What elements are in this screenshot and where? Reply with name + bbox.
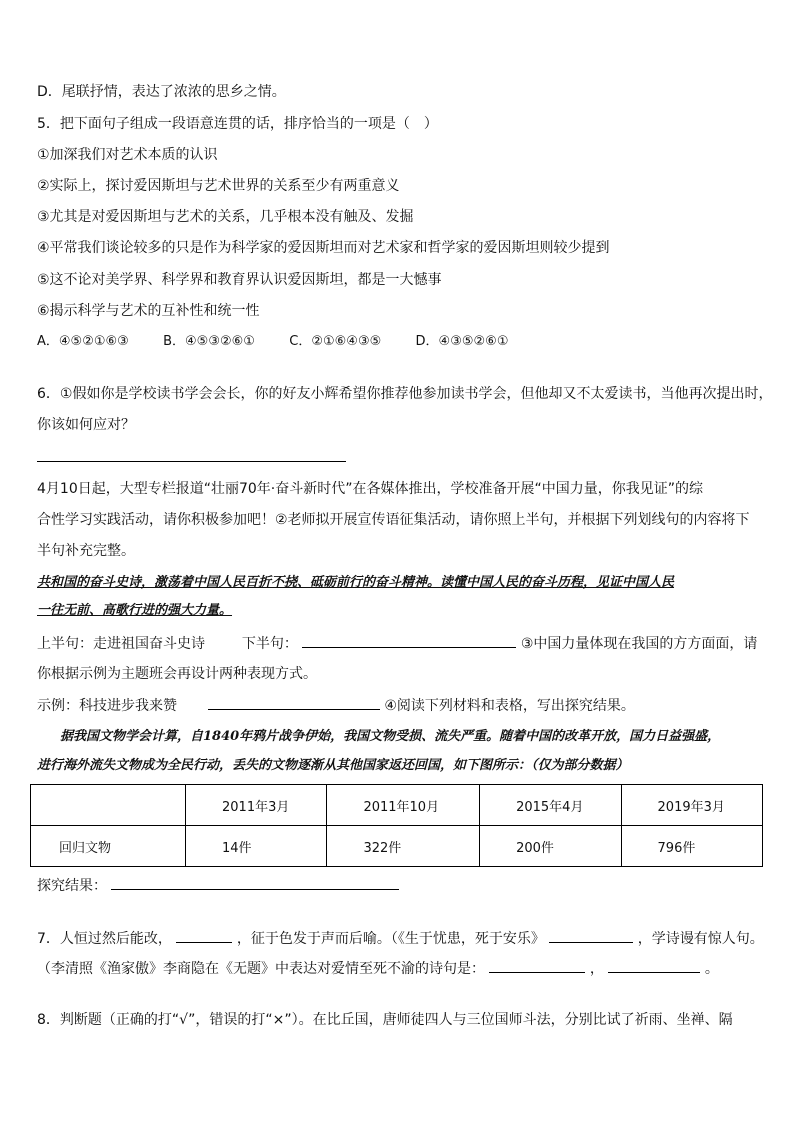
q6-slogan-line (37, 633, 757, 654)
q8-line1: 8．判断题（正确的打“√”，错误的打“×”）。在比丘国，唐师徒四人与三位国师斗法，分别比试了祈雨、坐禅、隔 (37, 1012, 733, 1028)
result-line (37, 875, 399, 896)
q5-option-b: B．④⑤③②⑥① (163, 334, 255, 349)
q7-line2 (37, 958, 719, 979)
result-label: 探究结果： (37, 878, 107, 894)
q5-sentence-6: ⑥揭示科学与艺术的互补性和统一性 (37, 303, 260, 319)
q6-intro-line2: 合性学习实践活动，请你积极参加吧！②老师拟开展宣传语征集活动，请你照上半句，并根据下列划线句的内容将下 (37, 512, 750, 528)
q5-options (37, 332, 508, 352)
q5-sentence-2: ②实际上，探讨爱因斯坦与艺术世界的关系至少有两重意义 (37, 178, 400, 194)
q5-sentence-3: ③尤其是对爱因斯坦与艺术的关系，几乎根本没有触及、发掘 (37, 209, 414, 225)
lower-half-label: 下半句： (241, 636, 298, 652)
q4-option-d: D．尾联抒情，表达了浓浓的思乡之情。 (37, 84, 286, 100)
table-row-label: 回归文物 (31, 826, 186, 867)
table-row (31, 826, 763, 867)
q6-part3-a: ③中国力量体现在我国的方方面面，请 (520, 636, 758, 652)
q5-sentence-5: ⑤这不论对美学界、科学界和教育界认识爱因斯坦，都是一大憾事 (37, 272, 442, 288)
example-text: 示例：科技进步我来赞 (37, 698, 177, 714)
table-cell: 796件 (621, 826, 762, 867)
q7-e: ， (589, 961, 604, 977)
q5-sentence-1: ①加深我们对艺术本质的认识 (37, 147, 218, 163)
table-header-cell: 2015年4月 (480, 785, 621, 826)
q6-intro-line3: 半句补充完整。 (37, 543, 135, 559)
table-cell: 14件 (186, 826, 327, 867)
q7-blank-3[interactable] (489, 958, 585, 973)
material-line1: 据我国文物学会计算，自1840年鸦片战争伊始，我国文物受损、流失严重。随着中国的改革开放，国力日益强盛， (60, 729, 721, 744)
q6-intro-line1: 4月10日起，大型专栏报道“壮丽70年·奋斗新时代”在各媒体推出，学校准备开展“中国力量，你我见证”的综 (37, 481, 703, 497)
q5-stem: 5．把下面句子组成一段语意连贯的话，排序恰当的一项是（ ） (37, 116, 438, 132)
table-cell: 200件 (480, 826, 621, 867)
q7-line1 (37, 928, 764, 949)
q7-b: ，征于色发于声而后喻。（《生于忧患，死于安乐》 (236, 931, 545, 947)
q6-answer-line[interactable] (37, 461, 346, 462)
q6-example-line (37, 695, 635, 716)
table-header-cell: 2019年3月 (621, 785, 762, 826)
q6-part4: ④阅读下列材料和表格，写出探究结果。 (384, 698, 635, 714)
q7-c: ，学诗谩有惊人句。 (637, 931, 764, 947)
q7-f: 。 (704, 961, 719, 977)
q6-part1-line2: 你该如何应对？ (37, 417, 135, 433)
q7-blank-1[interactable] (176, 928, 232, 943)
q6-part1-line1: 6．①假如你是学校读书学会会长，你的好友小辉希望你推荐他参加读书学会，但他却又不太爱读书，当他再次提出时， (37, 386, 773, 402)
table-header-cell (31, 785, 186, 826)
q7-blank-4[interactable] (608, 958, 700, 973)
table-header-cell: 2011年10月 (327, 785, 480, 826)
q7-blank-2[interactable] (549, 928, 633, 943)
q5-option-c: C．②①⑥④③⑤ (289, 334, 382, 349)
q7-d: （李清照《渔家傲》李商隐在《无题》中表达对爱情至死不渝的诗句是： (37, 961, 485, 977)
q5-option-d: D．④③⑤②⑥① (415, 334, 509, 349)
upper-half-label: 上半句：走进祖国奋斗史诗 (37, 636, 205, 652)
q6-quote-line2: 一往无前、高歌行进的强大力量。 (37, 603, 233, 618)
example-blank[interactable] (208, 695, 380, 710)
material-line2: 进行海外流失文物成为全民行动，丢失的文物逐渐从其他国家返还回国，如下图所示：（仅为部分数据） (37, 758, 629, 773)
q6-part3-b: 你根据示例为主题班会再设计两种表现方式。 (37, 666, 317, 682)
q5-sentence-4: ④平常我们谈论较多的只是作为科学家的爱因斯坦而对艺术家和哲学家的爱因斯坦则较少提到 (37, 240, 610, 256)
table-header-cell: 2011年3月 (186, 785, 327, 826)
q7-a: 7．人恒过然后能改， (37, 931, 172, 947)
result-blank[interactable] (111, 875, 399, 890)
table-header-row (31, 785, 763, 826)
q5-option-a: A．④⑤②①⑥③ (37, 334, 129, 349)
returned-relics-table (30, 784, 763, 867)
lower-half-blank[interactable] (302, 633, 516, 648)
q6-quote-line1: 共和国的奋斗史诗，激荡着中国人民百折不挠、砥砺前行的奋斗精神。读懂中国人民的奋斗历程，见证中国人民 (37, 575, 675, 590)
table-cell: 322件 (327, 826, 480, 867)
